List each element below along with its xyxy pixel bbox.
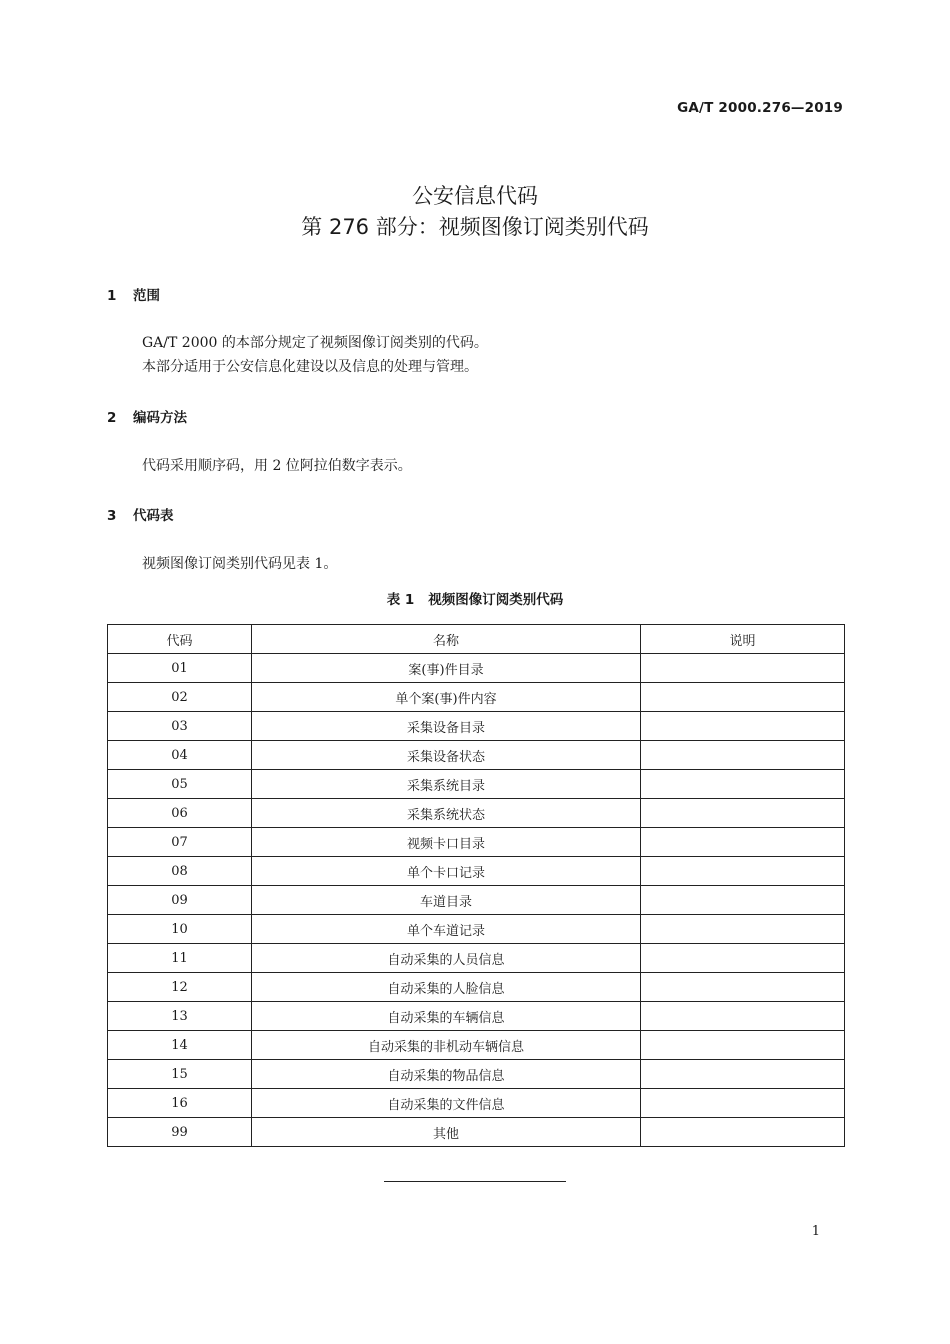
column-header-code: 代码 (108, 625, 252, 654)
table-cell-code: 07 (108, 828, 252, 857)
table-row (108, 1060, 845, 1089)
table-cell-note (641, 973, 845, 1002)
table-cell-code: 10 (108, 915, 252, 944)
table-cell-note (641, 770, 845, 799)
table-cell-code: 12 (108, 973, 252, 1002)
table-cell-note (641, 712, 845, 741)
section-number: 1 (107, 288, 117, 304)
table-cell-name: 自动采集的车辆信息 (252, 1002, 641, 1031)
column-header-note: 说明 (641, 625, 845, 654)
table-row (108, 886, 845, 915)
table-cell-code: 14 (108, 1031, 252, 1060)
table-cell-note (641, 1060, 845, 1089)
table-row (108, 1089, 845, 1118)
table-cell-name: 自动采集的人脸信息 (252, 973, 641, 1002)
table-cell-code: 08 (108, 857, 252, 886)
section-title: 编码方法 (133, 410, 187, 426)
table-cell-name: 案(事)件目录 (252, 654, 641, 683)
table-cell-note (641, 857, 845, 886)
table-row (108, 1031, 845, 1060)
table-cell-code: 99 (108, 1118, 252, 1147)
section-title: 代码表 (133, 508, 174, 524)
paragraph: GA/T 2000 的本部分规定了视频图像订阅类别的代码。 (142, 335, 488, 351)
table-cell-name: 自动采集的物品信息 (252, 1060, 641, 1089)
column-header-name: 名称 (252, 625, 641, 654)
code-table (107, 624, 845, 1147)
table-row (108, 770, 845, 799)
table-row (108, 741, 845, 770)
table-cell-name: 其他 (252, 1118, 641, 1147)
table-row (108, 973, 845, 1002)
table-cell-name: 采集设备目录 (252, 712, 641, 741)
table-cell-name: 采集系统目录 (252, 770, 641, 799)
table-cell-note (641, 1031, 845, 1060)
document-subtitle: 第 276 部分：视频图像订阅类别代码 (301, 215, 649, 239)
table-cell-name: 采集系统状态 (252, 799, 641, 828)
section-number: 3 (107, 508, 117, 524)
table-cell-name: 车道目录 (252, 886, 641, 915)
table-cell-note (641, 654, 845, 683)
table-cell-name: 采集设备状态 (252, 741, 641, 770)
paragraph: 视频图像订阅类别代码见表 1。 (142, 556, 338, 572)
table-cell-name: 单个案(事)件内容 (252, 683, 641, 712)
table-row (108, 712, 845, 741)
table-row (108, 799, 845, 828)
section-title: 范围 (133, 288, 160, 304)
paragraph: 代码采用顺序码，用 2 位阿拉伯数字表示。 (142, 458, 412, 474)
table-cell-note (641, 915, 845, 944)
table-cell-code: 09 (108, 886, 252, 915)
table-cell-note (641, 799, 845, 828)
table-cell-note (641, 683, 845, 712)
table-cell-code: 16 (108, 1089, 252, 1118)
table-row (108, 1118, 845, 1147)
table-row (108, 828, 845, 857)
table-row (108, 683, 845, 712)
table-row (108, 1002, 845, 1031)
table-cell-note (641, 1118, 845, 1147)
table-cell-code: 06 (108, 799, 252, 828)
section-heading-encoding (107, 406, 187, 426)
table-row (108, 654, 845, 683)
section-heading-scope (107, 284, 160, 304)
table-cell-code: 15 (108, 1060, 252, 1089)
table-cell-note (641, 828, 845, 857)
standard-code: GA/T 2000.276—2019 (677, 100, 843, 116)
table-caption-title: 视频图像订阅类别代码 (428, 592, 564, 608)
page-number: 1 (811, 1224, 820, 1239)
table-caption (0, 588, 950, 608)
table-cell-name: 自动采集的人员信息 (252, 944, 641, 973)
paragraph: 本部分适用于公安信息化建设以及信息的处理与管理。 (142, 359, 478, 375)
table-caption-number: 表 1 (386, 592, 415, 608)
table-cell-note (641, 1002, 845, 1031)
table-row (108, 944, 845, 973)
table-body (108, 654, 845, 1147)
table-cell-note (641, 1089, 845, 1118)
end-rule (384, 1181, 566, 1182)
table-cell-note (641, 886, 845, 915)
table-cell-code: 05 (108, 770, 252, 799)
table-cell-note (641, 944, 845, 973)
table-cell-name: 单个卡口记录 (252, 857, 641, 886)
table-cell-name: 自动采集的文件信息 (252, 1089, 641, 1118)
table-cell-code: 02 (108, 683, 252, 712)
table-cell-note (641, 741, 845, 770)
table-cell-code: 03 (108, 712, 252, 741)
section-number: 2 (107, 410, 117, 426)
table-cell-code: 11 (108, 944, 252, 973)
section-heading-code-table (107, 504, 174, 524)
table-cell-name: 单个车道记录 (252, 915, 641, 944)
table-cell-code: 13 (108, 1002, 252, 1031)
table-row (108, 857, 845, 886)
table-cell-code: 04 (108, 741, 252, 770)
table-header-row (108, 625, 845, 654)
table-cell-name: 视频卡口目录 (252, 828, 641, 857)
table-row (108, 915, 845, 944)
document-title: 公安信息代码 (412, 184, 538, 208)
table-cell-name: 自动采集的非机动车辆信息 (252, 1031, 641, 1060)
table-cell-code: 01 (108, 654, 252, 683)
